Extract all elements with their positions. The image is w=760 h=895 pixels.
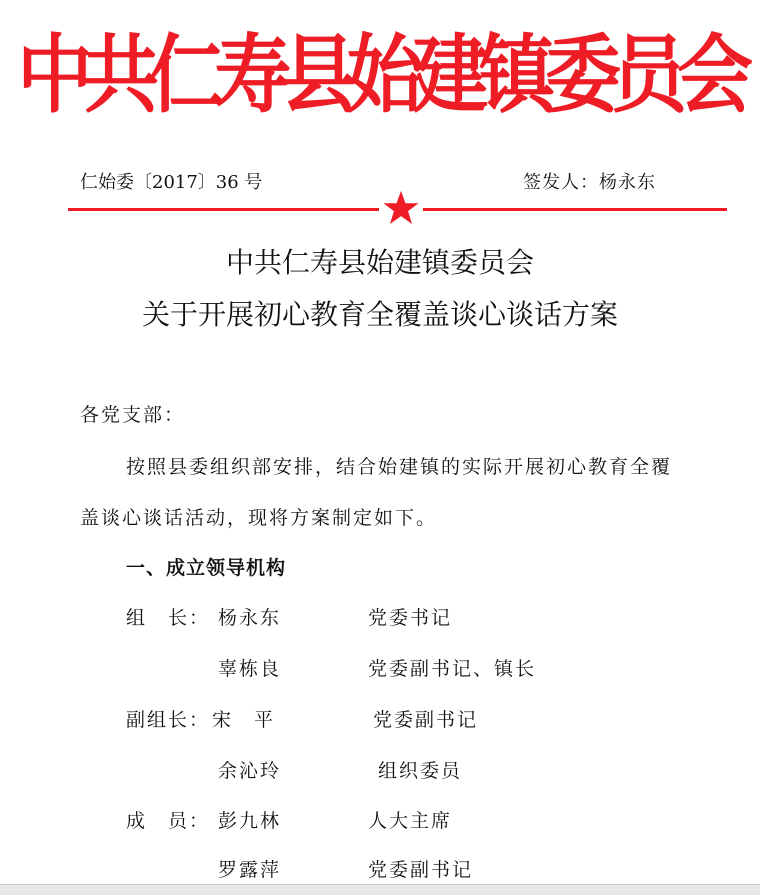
intro-paragraph-line-2: 盖谈心谈话活动，现将方案制定如下。 — [80, 507, 438, 529]
member-title: 党委副书记 — [368, 859, 474, 881]
member-name: 余沁玲 — [218, 760, 282, 782]
member-title: 党委副书记 — [373, 709, 479, 731]
red-divider-left — [68, 208, 379, 211]
member-role: 成 员： — [126, 810, 211, 832]
member-title: 组织委员 — [378, 760, 463, 782]
member-name: 宋 平 — [212, 709, 276, 731]
salutation: 各党支部： — [80, 404, 186, 426]
page-bottom-scrollbar[interactable] — [0, 884, 760, 895]
member-role: 副组长： — [126, 709, 211, 731]
document-number: 仁始委〔2017〕36 号 — [80, 172, 263, 193]
issuer-label: 签发人：杨永东 — [523, 172, 656, 193]
member-title: 党委副书记、镇长 — [368, 658, 537, 680]
member-name: 彭九林 — [218, 810, 282, 832]
member-name: 罗露萍 — [218, 859, 282, 881]
member-name: 辜栋良 — [218, 658, 282, 680]
red-star-icon — [382, 189, 420, 227]
intro-paragraph-line-1: 按照县委组织部安排，结合始建镇的实际开展初心教育全覆 — [126, 456, 673, 478]
org-red-header: 中共仁寿县始建镇委员会 — [17, 24, 743, 125]
member-title: 党委书记 — [368, 607, 453, 629]
document-title-line-1: 中共仁寿县始建镇委员会 — [225, 246, 534, 279]
red-divider-right — [423, 208, 727, 211]
member-name: 杨永东 — [218, 607, 282, 629]
member-title: 人大主席 — [368, 810, 453, 832]
member-role: 组 长： — [126, 607, 211, 629]
document-title-line-2: 关于开展初心教育全覆盖谈心谈话方案 — [141, 298, 618, 331]
section-heading-leadership: 一、成立领导机构 — [126, 557, 287, 579]
